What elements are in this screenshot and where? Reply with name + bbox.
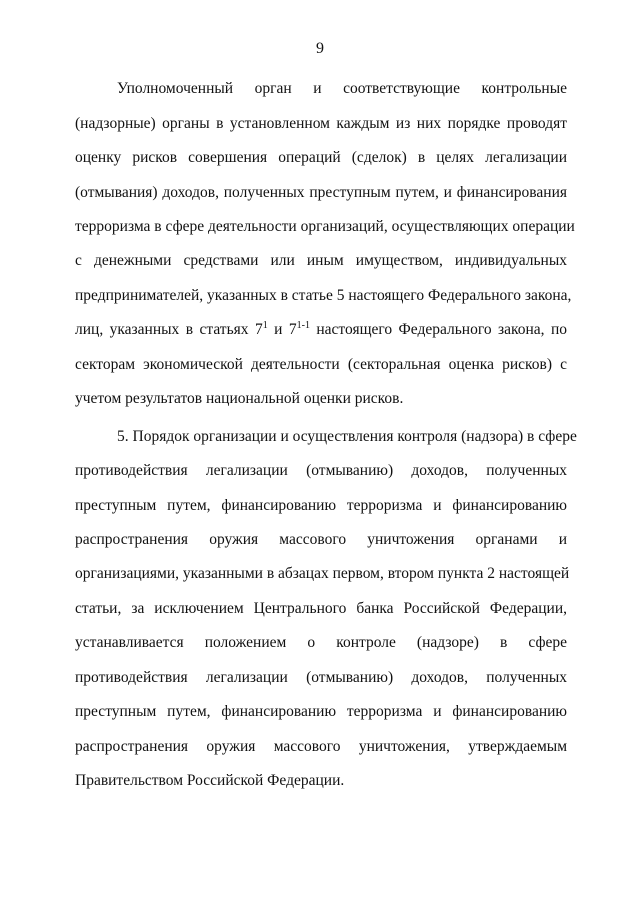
superscript: 1 xyxy=(262,320,268,331)
paragraph-1-line-6: с денежными средствами или иным имуществом, индивидуальных xyxy=(75,252,567,269)
text-segment: настоящего Федерального закона, по xyxy=(309,321,568,338)
text-segment: и 7 xyxy=(267,321,297,338)
paragraph-2-line-9: преступным путем, финансированию терроризма и финансированию xyxy=(75,703,567,720)
paragraph-1-line-9: секторам экономической деятельности (секторальная оценка рисков) с xyxy=(75,356,567,373)
paragraph-1-line-2: (надзорные) органы в установленном каждым из них порядке проводят xyxy=(75,115,567,132)
paragraph-1-line-8 xyxy=(75,320,567,340)
superscript: 1-1 xyxy=(296,320,310,331)
paragraph-2-line-5: организациями, указанными в абзацах первом, втором пункта 2 настоящей xyxy=(75,565,570,582)
paragraph-2-line-10: распространения оружия массового уничтожения, утверждаемым xyxy=(75,738,567,755)
paragraph-2-line-11: Правительством Российской Федерации. xyxy=(75,772,345,789)
paragraph-2-line-4: распространения оружия массового уничтожения органами и xyxy=(75,531,567,548)
paragraph-1-line-10: учетом результатов национальной оценки рисков. xyxy=(75,390,404,407)
page-number: 9 xyxy=(316,40,324,57)
text-segment: лиц, указанных в статьях 7 xyxy=(75,321,263,338)
paragraph-2-line-1: 5. Порядок организации и осуществления контроля (надзора) в сфере xyxy=(117,428,577,445)
paragraph-1-line-5: терроризма в сфере деятельности организаций, осуществляющих операции xyxy=(75,218,575,235)
paragraph-2-line-7: устанавливается положением о контроле (надзоре) в сфере xyxy=(75,634,567,651)
paragraph-1-line-3: оценку рисков совершения операций (сделок) в целях легализации xyxy=(75,149,567,166)
paragraph-2-line-8: противодействия легализации (отмыванию) доходов, полученных xyxy=(75,669,567,686)
paragraph-2-line-3: преступным путем, финансированию терроризма и финансированию xyxy=(75,497,567,514)
paragraph-1-line-1: Уполномоченный орган и соответствующие контрольные xyxy=(117,80,567,97)
paragraph-2-line-6: статьи, за исключением Центрального банка Российской Федерации, xyxy=(75,600,567,617)
paragraph-1-line-4: (отмывания) доходов, полученных преступным путем, и финансирования xyxy=(75,184,567,201)
paragraph-2-line-2: противодействия легализации (отмыванию) доходов, полученных xyxy=(75,462,567,479)
paragraph-1-line-7: предпринимателей, указанных в статье 5 настоящего Федерального закона, xyxy=(75,287,572,304)
